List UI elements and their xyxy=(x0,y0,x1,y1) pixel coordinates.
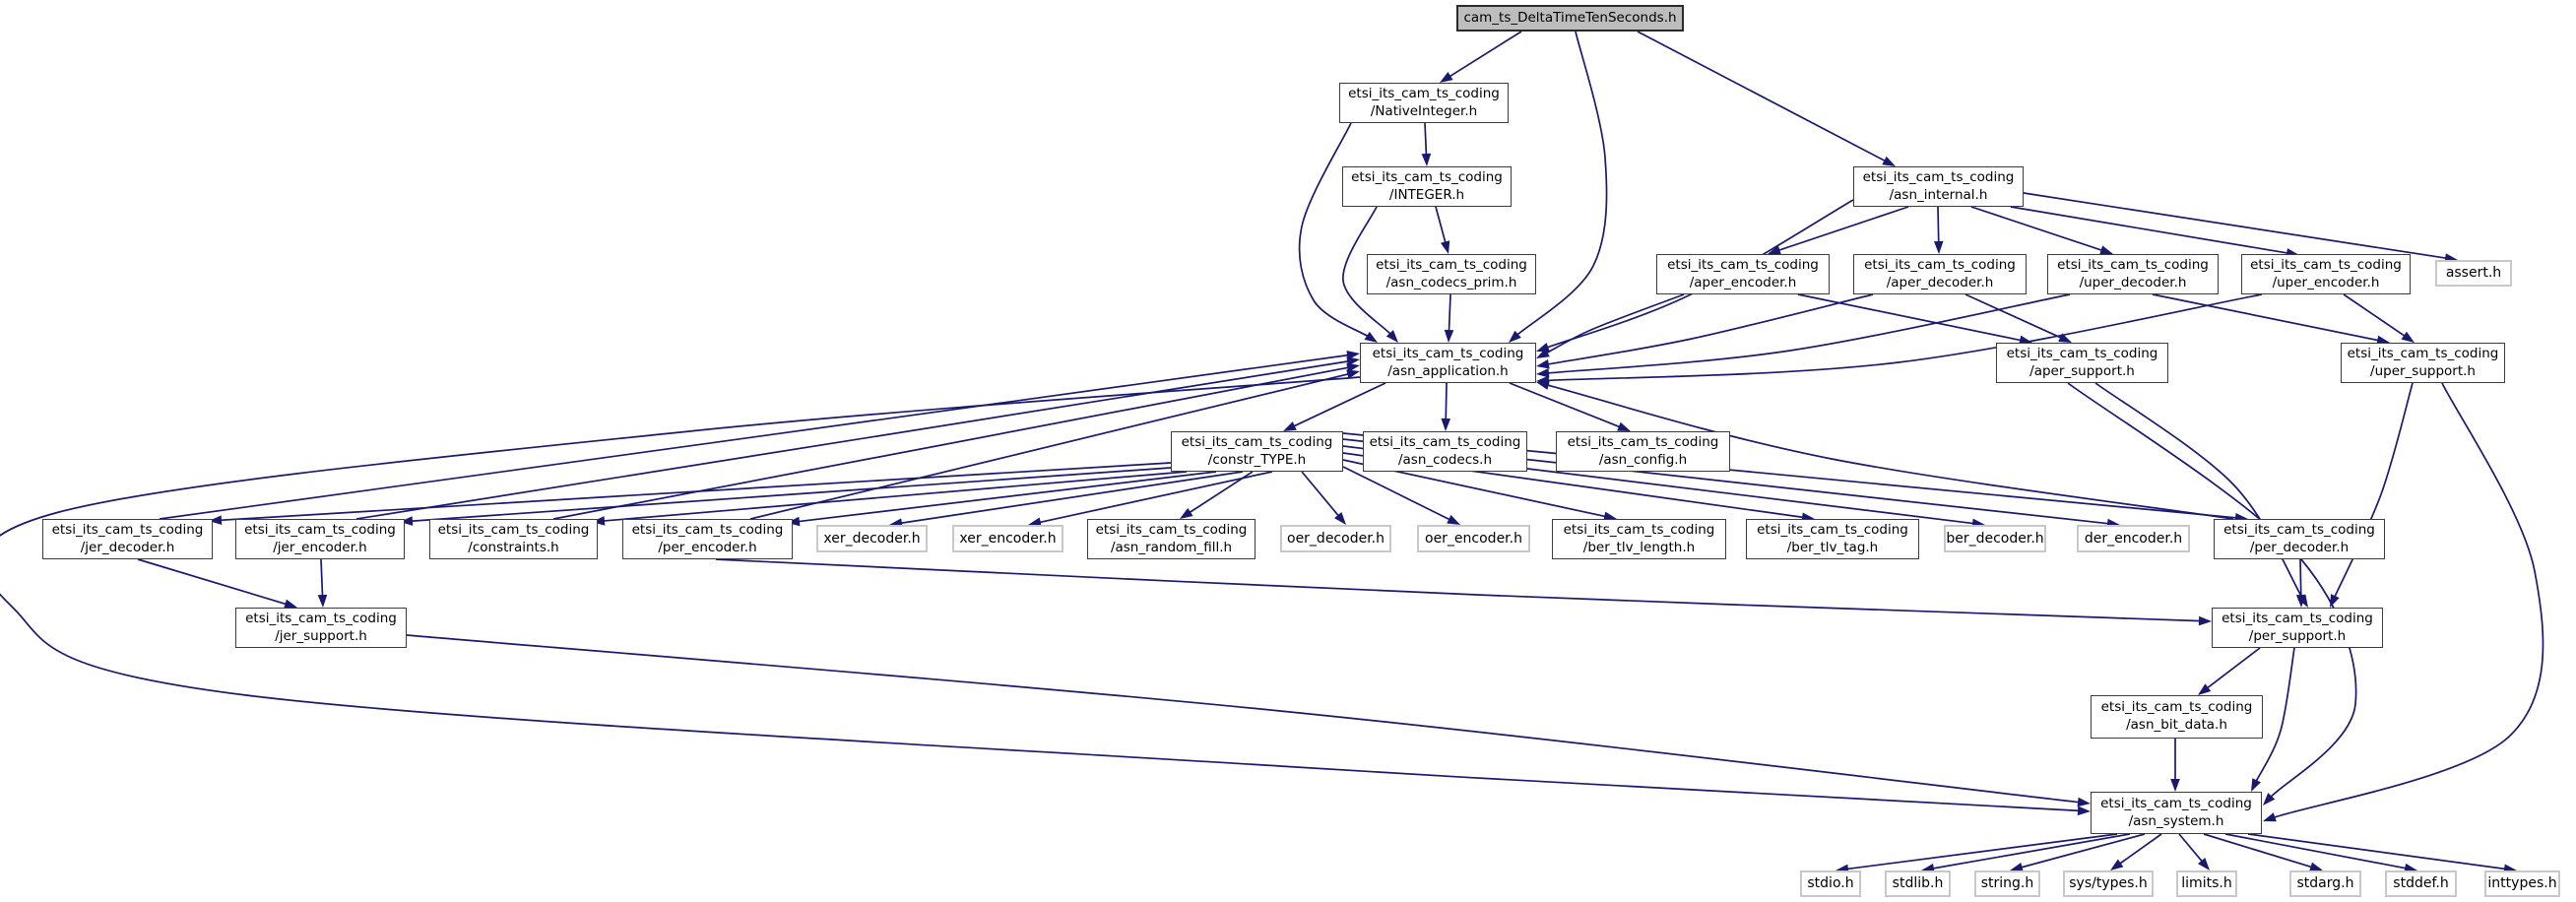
node-label-line: etsi_its_cam_ts_coding xyxy=(2222,610,2373,626)
edge-aper_enc-aper_sup xyxy=(1798,294,2032,345)
edge-constr-jer_enc xyxy=(400,468,1171,526)
node-label-line: etsi_its_cam_ts_coding xyxy=(2223,521,2375,538)
arrowhead xyxy=(2110,860,2123,870)
node-label-line: /uper_decoder.h xyxy=(2079,274,2187,290)
node-label-line: etsi_its_cam_ts_coding xyxy=(2100,699,2253,716)
node-random_fill[interactable] xyxy=(1087,519,1256,559)
node-label-line: /per_encoder.h xyxy=(658,539,757,555)
node-label-line: stddef.h xyxy=(2393,875,2449,892)
node-label-line: etsi_its_cam_ts_coding xyxy=(1181,433,1333,450)
edge-app-codecs xyxy=(1441,383,1450,431)
node-native[interactable] xyxy=(1339,83,1509,123)
node-per_dec[interactable] xyxy=(2214,519,2385,559)
node-xer_dec xyxy=(816,525,928,552)
edge-system-limits xyxy=(2179,834,2210,870)
node-label-line: sys/types.h xyxy=(2069,875,2148,892)
node-label-line: /ber_tlv_tag.h xyxy=(1786,539,1879,555)
node-uper_sup[interactable] xyxy=(2341,343,2505,383)
node-ber_dec xyxy=(1944,525,2046,552)
node-label-line: etsi_its_cam_ts_coding xyxy=(1757,521,1908,538)
node-label-line: stdarg.h xyxy=(2296,875,2354,892)
edge-aper_dec-aper_sup xyxy=(1965,294,2072,343)
edge-jer_sup-system xyxy=(407,635,2091,806)
node-codecs[interactable] xyxy=(1363,431,1527,472)
node-label-line: /asn_bit_data.h xyxy=(2126,717,2227,733)
node-label-line: etsi_its_cam_ts_coding xyxy=(2250,256,2402,273)
node-label-line: /asn_codecs.h xyxy=(1397,451,1493,468)
edge-system-systypes xyxy=(2110,834,2161,870)
node-label-line: inttypes.h xyxy=(2487,875,2557,892)
node-uper_dec[interactable] xyxy=(2047,254,2219,294)
edge-internal-uper_enc xyxy=(2011,207,2299,258)
node-label-line: stdlib.h xyxy=(1892,875,1944,892)
node-jer_enc[interactable] xyxy=(235,519,405,559)
node-label-line: etsi_its_cam_ts_coding xyxy=(2347,345,2499,361)
node-stddef xyxy=(2385,870,2457,897)
node-codecs_prim[interactable] xyxy=(1367,254,1536,294)
edge-app-constr xyxy=(1283,383,1385,431)
node-label-line: /aper_support.h xyxy=(2029,362,2135,379)
arrowhead xyxy=(1536,343,1550,352)
node-label-line: /constraints.h xyxy=(468,539,559,555)
edge-per_sup-bit_data xyxy=(2198,648,2260,695)
arrowhead xyxy=(1422,154,1432,166)
edge-internal-aper_dec xyxy=(1934,207,1944,254)
node-inttypes xyxy=(2484,870,2560,897)
node-jer_sup[interactable] xyxy=(235,608,407,648)
arrowhead xyxy=(1536,381,1550,390)
node-der_enc xyxy=(2077,525,2190,552)
node-label-line: /asn_system.h xyxy=(2128,812,2224,829)
arrowhead xyxy=(318,595,328,608)
node-label-line: etsi_its_cam_ts_coding xyxy=(1563,521,1715,538)
node-label-line: etsi_its_cam_ts_coding xyxy=(631,521,784,538)
node-ber_len[interactable] xyxy=(1552,519,1726,559)
node-root[interactable] xyxy=(1456,5,1684,32)
edge-aper_sup-system xyxy=(2068,383,2356,805)
edge-root-native xyxy=(1440,32,1521,83)
node-label-line: /ber_tlv_length.h xyxy=(1582,539,1696,555)
arrowhead xyxy=(2078,805,2091,815)
edge-internal-assert xyxy=(2024,193,2458,263)
edge-per_enc-per_sup xyxy=(716,559,2212,625)
node-label-line: string.h xyxy=(1980,875,2034,892)
edge-internal-uper_dec xyxy=(1971,207,2113,254)
node-ber_tag[interactable] xyxy=(1746,519,1919,559)
node-label-line: /uper_support.h xyxy=(2370,362,2476,379)
node-integer[interactable] xyxy=(1342,166,1512,207)
node-per_sup[interactable] xyxy=(2212,608,2383,648)
arrowhead xyxy=(1365,332,1378,343)
edge-uper_dec-app xyxy=(1536,294,2070,378)
node-label-line: /jer_support.h xyxy=(275,627,367,644)
arrowhead xyxy=(1617,422,1631,431)
edge-jer_dec-jer_sup xyxy=(138,559,297,609)
arrowhead xyxy=(1445,330,1454,343)
node-systypes xyxy=(2063,870,2154,897)
node-oer_enc xyxy=(1417,525,1530,552)
arrowhead xyxy=(2198,683,2211,695)
node-label-line: /asn_codecs_prim.h xyxy=(1385,274,1517,290)
node-label-line: etsi_its_cam_ts_coding xyxy=(1862,168,2015,185)
edge-constr-oer_dec xyxy=(1302,472,1346,525)
node-stdlib xyxy=(1885,870,1951,897)
node-label-line: etsi_its_cam_ts_coding xyxy=(2006,345,2158,361)
node-label-line: etsi_its_cam_ts_coding xyxy=(1376,256,1527,273)
node-label-line: /per_decoder.h xyxy=(2249,539,2350,555)
node-label-line: ber_decoder.h xyxy=(1946,530,2044,547)
node-label-line: oer_decoder.h xyxy=(1287,530,1385,547)
node-label-line: assert.h xyxy=(2445,265,2502,282)
node-label-line: /jer_decoder.h xyxy=(80,539,175,555)
node-label-line: etsi_its_cam_ts_coding xyxy=(1095,521,1248,538)
node-constraints[interactable] xyxy=(429,519,598,559)
edge-system-inttypes xyxy=(2248,834,2517,873)
node-label-line: etsi_its_cam_ts_coding xyxy=(1372,345,1524,361)
node-label-line: etsi_its_cam_ts_coding xyxy=(2100,795,2252,811)
arrowhead xyxy=(2251,778,2261,792)
node-label-line: /asn_internal.h xyxy=(1889,186,1988,203)
node-label-line: /asn_application.h xyxy=(1387,362,1509,379)
edge-system-stdio xyxy=(1835,834,2117,873)
node-internal[interactable] xyxy=(1853,166,2024,207)
edge-app-system xyxy=(0,377,2091,815)
node-aper_sup[interactable] xyxy=(1996,343,2168,383)
arrowhead xyxy=(1440,72,1453,83)
node-assert xyxy=(2435,260,2512,287)
node-bit_data[interactable] xyxy=(2091,695,2263,739)
edge-native-app xyxy=(1300,123,1378,343)
node-label-line: der_encoder.h xyxy=(2084,530,2183,547)
edge-system-stdarg xyxy=(2204,834,2323,871)
node-label-line: /asn_random_fill.h xyxy=(1110,539,1233,555)
node-label-line: /aper_encoder.h xyxy=(1689,274,1797,290)
node-label-line: etsi_its_cam_ts_coding xyxy=(1567,433,1719,450)
node-label-line: xer_encoder.h xyxy=(959,530,1057,547)
arrowhead xyxy=(1180,508,1193,519)
node-config[interactable] xyxy=(1556,431,1730,472)
edge-codecs_prim-app xyxy=(1445,294,1454,343)
node-label-line: etsi_its_cam_ts_coding xyxy=(1351,168,1503,185)
node-label-line: /per_support.h xyxy=(2248,627,2347,644)
arrowhead xyxy=(1447,515,1460,525)
edge-aper_sup-per_sup xyxy=(2095,383,2308,608)
arrowhead xyxy=(1536,359,1550,368)
edge-system-stdlib xyxy=(1921,834,2130,872)
arrowhead xyxy=(2402,332,2415,343)
node-label-line: cam_ts_DeltaTimeTenSeconds.h xyxy=(1463,9,1677,26)
arrowhead xyxy=(1283,421,1297,431)
node-label-line: etsi_its_cam_ts_coding xyxy=(1348,85,1500,101)
arrowhead xyxy=(2199,616,2212,626)
node-label-line: /asn_config.h xyxy=(1598,451,1688,468)
node-system[interactable] xyxy=(2091,792,2262,834)
node-label-line: /uper_encoder.h xyxy=(2272,274,2380,290)
edge-internal-aper_enc xyxy=(1768,207,1908,254)
node-stdarg xyxy=(2289,870,2361,897)
node-label-line: stdio.h xyxy=(1807,875,1854,892)
arrowhead xyxy=(2330,594,2340,608)
edge-uper_sup-per_sup xyxy=(2330,383,2413,608)
arrowhead xyxy=(1882,157,1896,166)
node-label-line: /aper_decoder.h xyxy=(1886,274,1994,290)
edge-constr-oer_enc xyxy=(1343,467,1460,525)
node-aper_dec[interactable] xyxy=(1853,254,2027,294)
node-aper_enc[interactable] xyxy=(1656,254,1830,294)
node-label-line: xer_decoder.h xyxy=(823,530,921,547)
node-label-line: /jer_encoder.h xyxy=(273,539,367,555)
arrowhead xyxy=(2263,812,2277,821)
node-label-line: /constr_TYPE.h xyxy=(1207,451,1307,468)
node-label-line: etsi_its_cam_ts_coding xyxy=(51,521,204,538)
node-label-line: /NativeInteger.h xyxy=(1370,102,1478,119)
arrowhead xyxy=(1441,240,1449,254)
arrowhead xyxy=(1441,419,1450,431)
node-label-line: etsi_its_cam_ts_coding xyxy=(1369,433,1521,450)
node-uper_enc[interactable] xyxy=(2241,254,2411,294)
edge-app-config xyxy=(1510,383,1631,431)
edge-jer_enc-jer_sup xyxy=(318,559,328,608)
edge-bit_data-system xyxy=(2170,739,2180,792)
arrowhead xyxy=(2078,798,2091,807)
node-label-line: etsi_its_cam_ts_coding xyxy=(1667,256,1819,273)
node-label-line: etsi_its_cam_ts_coding xyxy=(437,521,590,538)
node-label-line: /INTEGER.h xyxy=(1388,186,1465,203)
node-constr[interactable] xyxy=(1171,431,1343,472)
node-stdio xyxy=(1800,870,1861,897)
edge-root-internal xyxy=(1638,32,1896,166)
node-label-line: oer_encoder.h xyxy=(1425,530,1522,547)
arrowhead xyxy=(1934,241,1944,254)
node-label-line: etsi_its_cam_ts_coding xyxy=(2057,256,2209,273)
node-xer_enc xyxy=(952,525,1063,552)
arrowhead xyxy=(2170,779,2180,792)
node-string xyxy=(1974,870,2040,897)
node-label-line: etsi_its_cam_ts_coding xyxy=(245,610,397,626)
edge-root-app xyxy=(1509,32,1607,343)
node-label-line: etsi_its_cam_ts_coding xyxy=(244,521,396,538)
node-app[interactable] xyxy=(1360,343,1536,383)
edge-integer-codecs_prim xyxy=(1436,207,1449,254)
node-label-line: limits.h xyxy=(2181,875,2232,892)
node-per_enc[interactable] xyxy=(622,519,793,559)
node-limits xyxy=(2176,870,2237,897)
edge-native-integer xyxy=(1422,123,1432,166)
node-label-line: etsi_its_cam_ts_coding xyxy=(1864,256,2016,273)
node-oer_dec xyxy=(1280,525,1391,552)
node-jer_dec[interactable] xyxy=(42,519,213,559)
